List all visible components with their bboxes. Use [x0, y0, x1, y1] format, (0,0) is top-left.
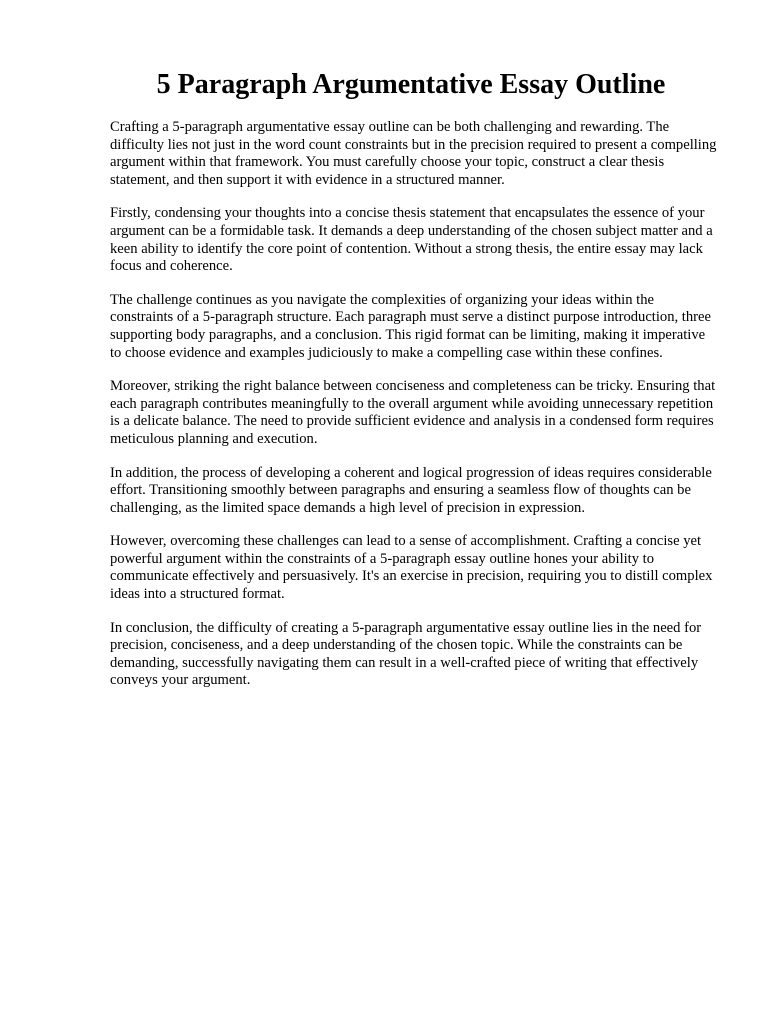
- paragraph-4: Moreover, striking the right balance between conciseness and completeness can be tricky. Ensuring that each paragraph contributes meaningfully to the overall argument while avoiding unnecessary repetition is a delicate balance. The need to provide sufficient evidence and analysis in a condensed form requires meticulous planning and execution.: [110, 378, 716, 447]
- document-title: 5 Paragraph Argumentative Essay Outline: [156, 69, 666, 100]
- paragraph-3: The challenge continues as you navigate the complexities of organizing your ideas within the constraints of a 5-paragraph structure. Each paragraph must serve a distinct purpose introduction, three supporting body paragraphs, and a conclusion. This rigid format can be limiting, making it imperative to choose evidence and examples judiciously to make a compelling case within these confines.: [110, 291, 711, 361]
- paragraph-1: Crafting a 5-paragraph argumentative essay outline can be both challenging and rewarding. The difficulty lies not just in the word count constraints but in the precision required to present a compelling argument within that framework. You must carefully choose your topic, construct a clear thesis statement, and then support it with evidence in a structured manner.: [110, 119, 717, 188]
- paragraph-2: Firstly, condensing your thoughts into a concise thesis statement that encapsulates the essence of your argument can be a formidable task. It demands a deep understanding of the chosen subject matter and a keen ability to identify the core point of contention. Without a strong thesis, the entire essay may lack focus and coherence.: [110, 205, 713, 275]
- paragraph-5: In addition, the process of developing a coherent and logical progression of ideas requires considerable effort. Transitioning smoothly between paragraphs and ensuring a seamless flow of thoughts can be challenging, as the limited space demands a high level of precision in expression.: [110, 464, 712, 516]
- paragraph-6: However, overcoming these challenges can lead to a sense of accomplishment. Crafting a concise yet powerful argument within the constraints of a 5-paragraph essay outline hones your ability to communicate effectively and persuasively. It's an exercise in precision, requiring you to distill complex ideas into a structured format.: [110, 533, 713, 603]
- document-body: [110, 119, 720, 706]
- paragraph-7: In conclusion, the difficulty of creating a 5-paragraph argumentative essay outline lies in the need for precision, conciseness, and a deep understanding of the chosen topic. While the constraints can be demanding, successfully navigating them can result in a well-crafted piece of writing that effectively conveys your argument.: [110, 619, 702, 689]
